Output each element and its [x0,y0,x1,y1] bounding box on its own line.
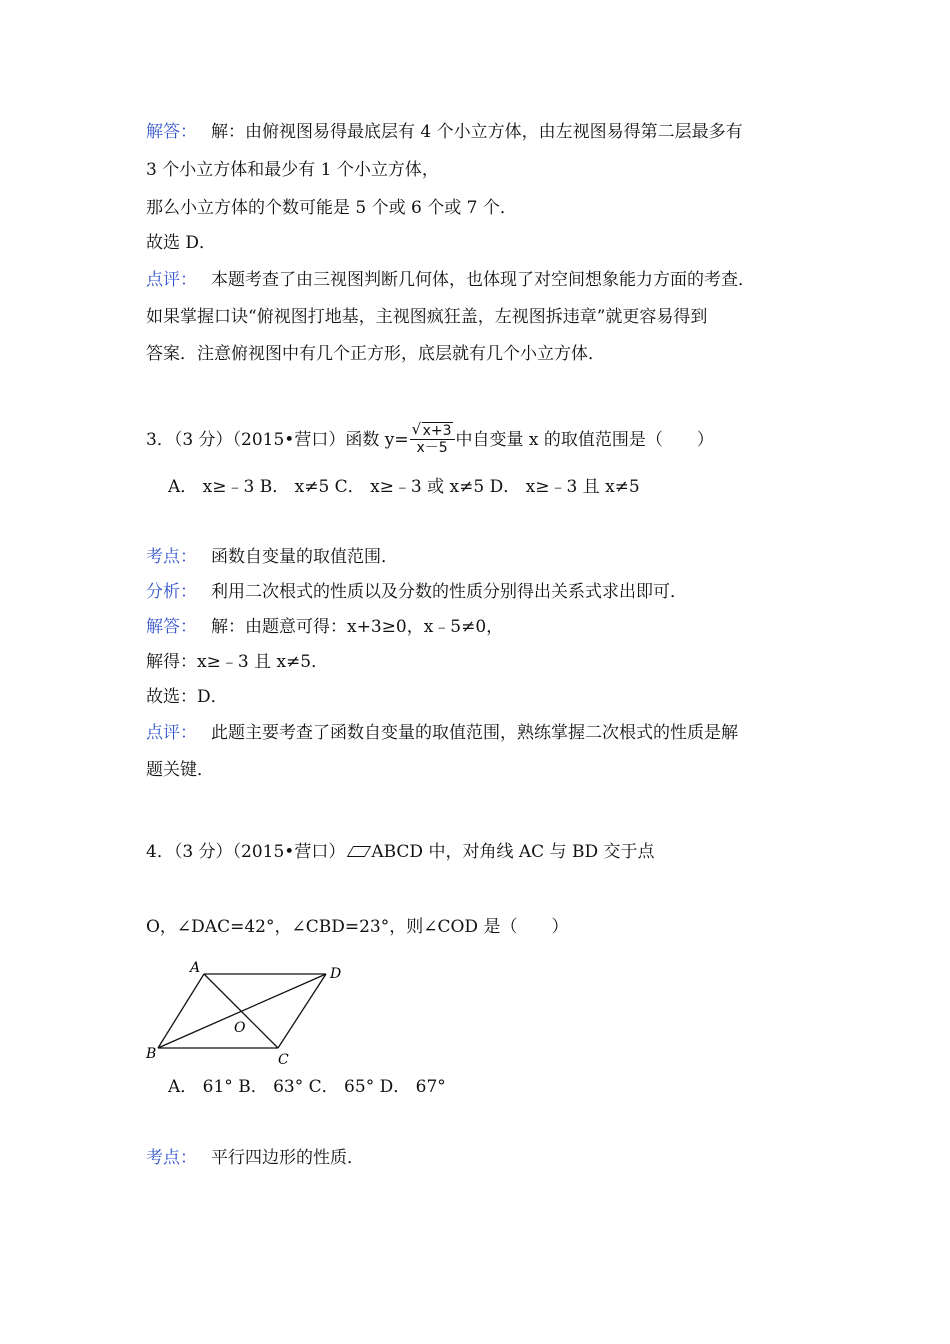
q3-review-line-2: 题关键． [146,760,214,780]
q3-options: A． x≥﹣3 B． x≠5 C． x≥﹣3 或 x≠5 D． x≥﹣3 且 x≠5 [168,477,640,497]
q3-fenxi: 分析： 利用二次根式的性质以及分数的性质分别得出关系式求出即可． [146,582,687,602]
parallelogram-diagram [146,960,366,1070]
label-b: B [146,1046,157,1062]
prev-review-line-1: 点评： 本题考查了由三视图判断几何体，也体现了对空间想象能力方面的考查． [146,270,755,290]
label-o: O [234,1020,246,1036]
q3-fraction: √ x+3 x－5 [410,422,455,456]
parallelogram-icon [347,846,371,857]
q3-stem: 3．（3 分）（2015•营口）函数 y= √ x+3 x－5 中自变量 x 的取值范围是（ ） [146,419,714,456]
q3-answer-line-2: 解得：x≥﹣3 且 x≠5． [146,652,329,672]
label-c: C [278,1052,289,1068]
q4-stem-line-2: O，∠DAC=42°，∠CBD=23°，则∠COD 是（ ） [146,917,569,937]
q4-options: A． 61° B． 63° C． 65° D． 67° [168,1077,446,1097]
prev-review-line-2: 如果掌握口诀“俯视图打地基，主视图疯狂盖，左视图拆违章”就更容易得到 [146,307,708,327]
q4-stem-line-1: 4．（3 分）（2015•营口） ABCD 中，对角线 AC 与 BD 交于点 [146,842,655,862]
side-ba [158,974,204,1048]
label-a: A [190,960,201,976]
sqrt-icon: √ [411,419,422,438]
diagonal-bd [158,974,326,1048]
answer-tag: 解答： [146,122,197,142]
review-tag: 点评： [146,270,197,290]
q3-answer-line-1: 解答： 解：由题意可得：x+3≥0，x﹣5≠0， [146,617,504,637]
prev-answer-line-2: 3 个小立方体和最少有 1 个小立方体， [146,160,439,180]
label-d: D [330,966,342,982]
q3-review-line-1: 点评： 此题主要考查了函数自变量的取值范围，熟练掌握二次根式的性质是解 [146,723,738,743]
prev-answer-line-4: 故选 D． [146,233,217,253]
q4-kaodian: 考点： 平行四边形的性质． [146,1148,364,1168]
prev-answer-line-1: 解答： 解：由俯视图易得最底层有 4 个小立方体，由左视图易得第二层最多有 [146,122,743,142]
prev-review-line-3: 答案．注意俯视图中有几个正方形，底层就有几个小立方体． [146,344,605,364]
parallelogram-figure [146,960,366,1074]
q3-kaodian: 考点： 函数自变量的取值范围． [146,547,398,567]
prev-answer-line-3: 那么小立方体的个数可能是 5 个或 6 个或 7 个． [146,198,517,218]
q3-answer-line-3: 故选：D． [146,687,228,707]
